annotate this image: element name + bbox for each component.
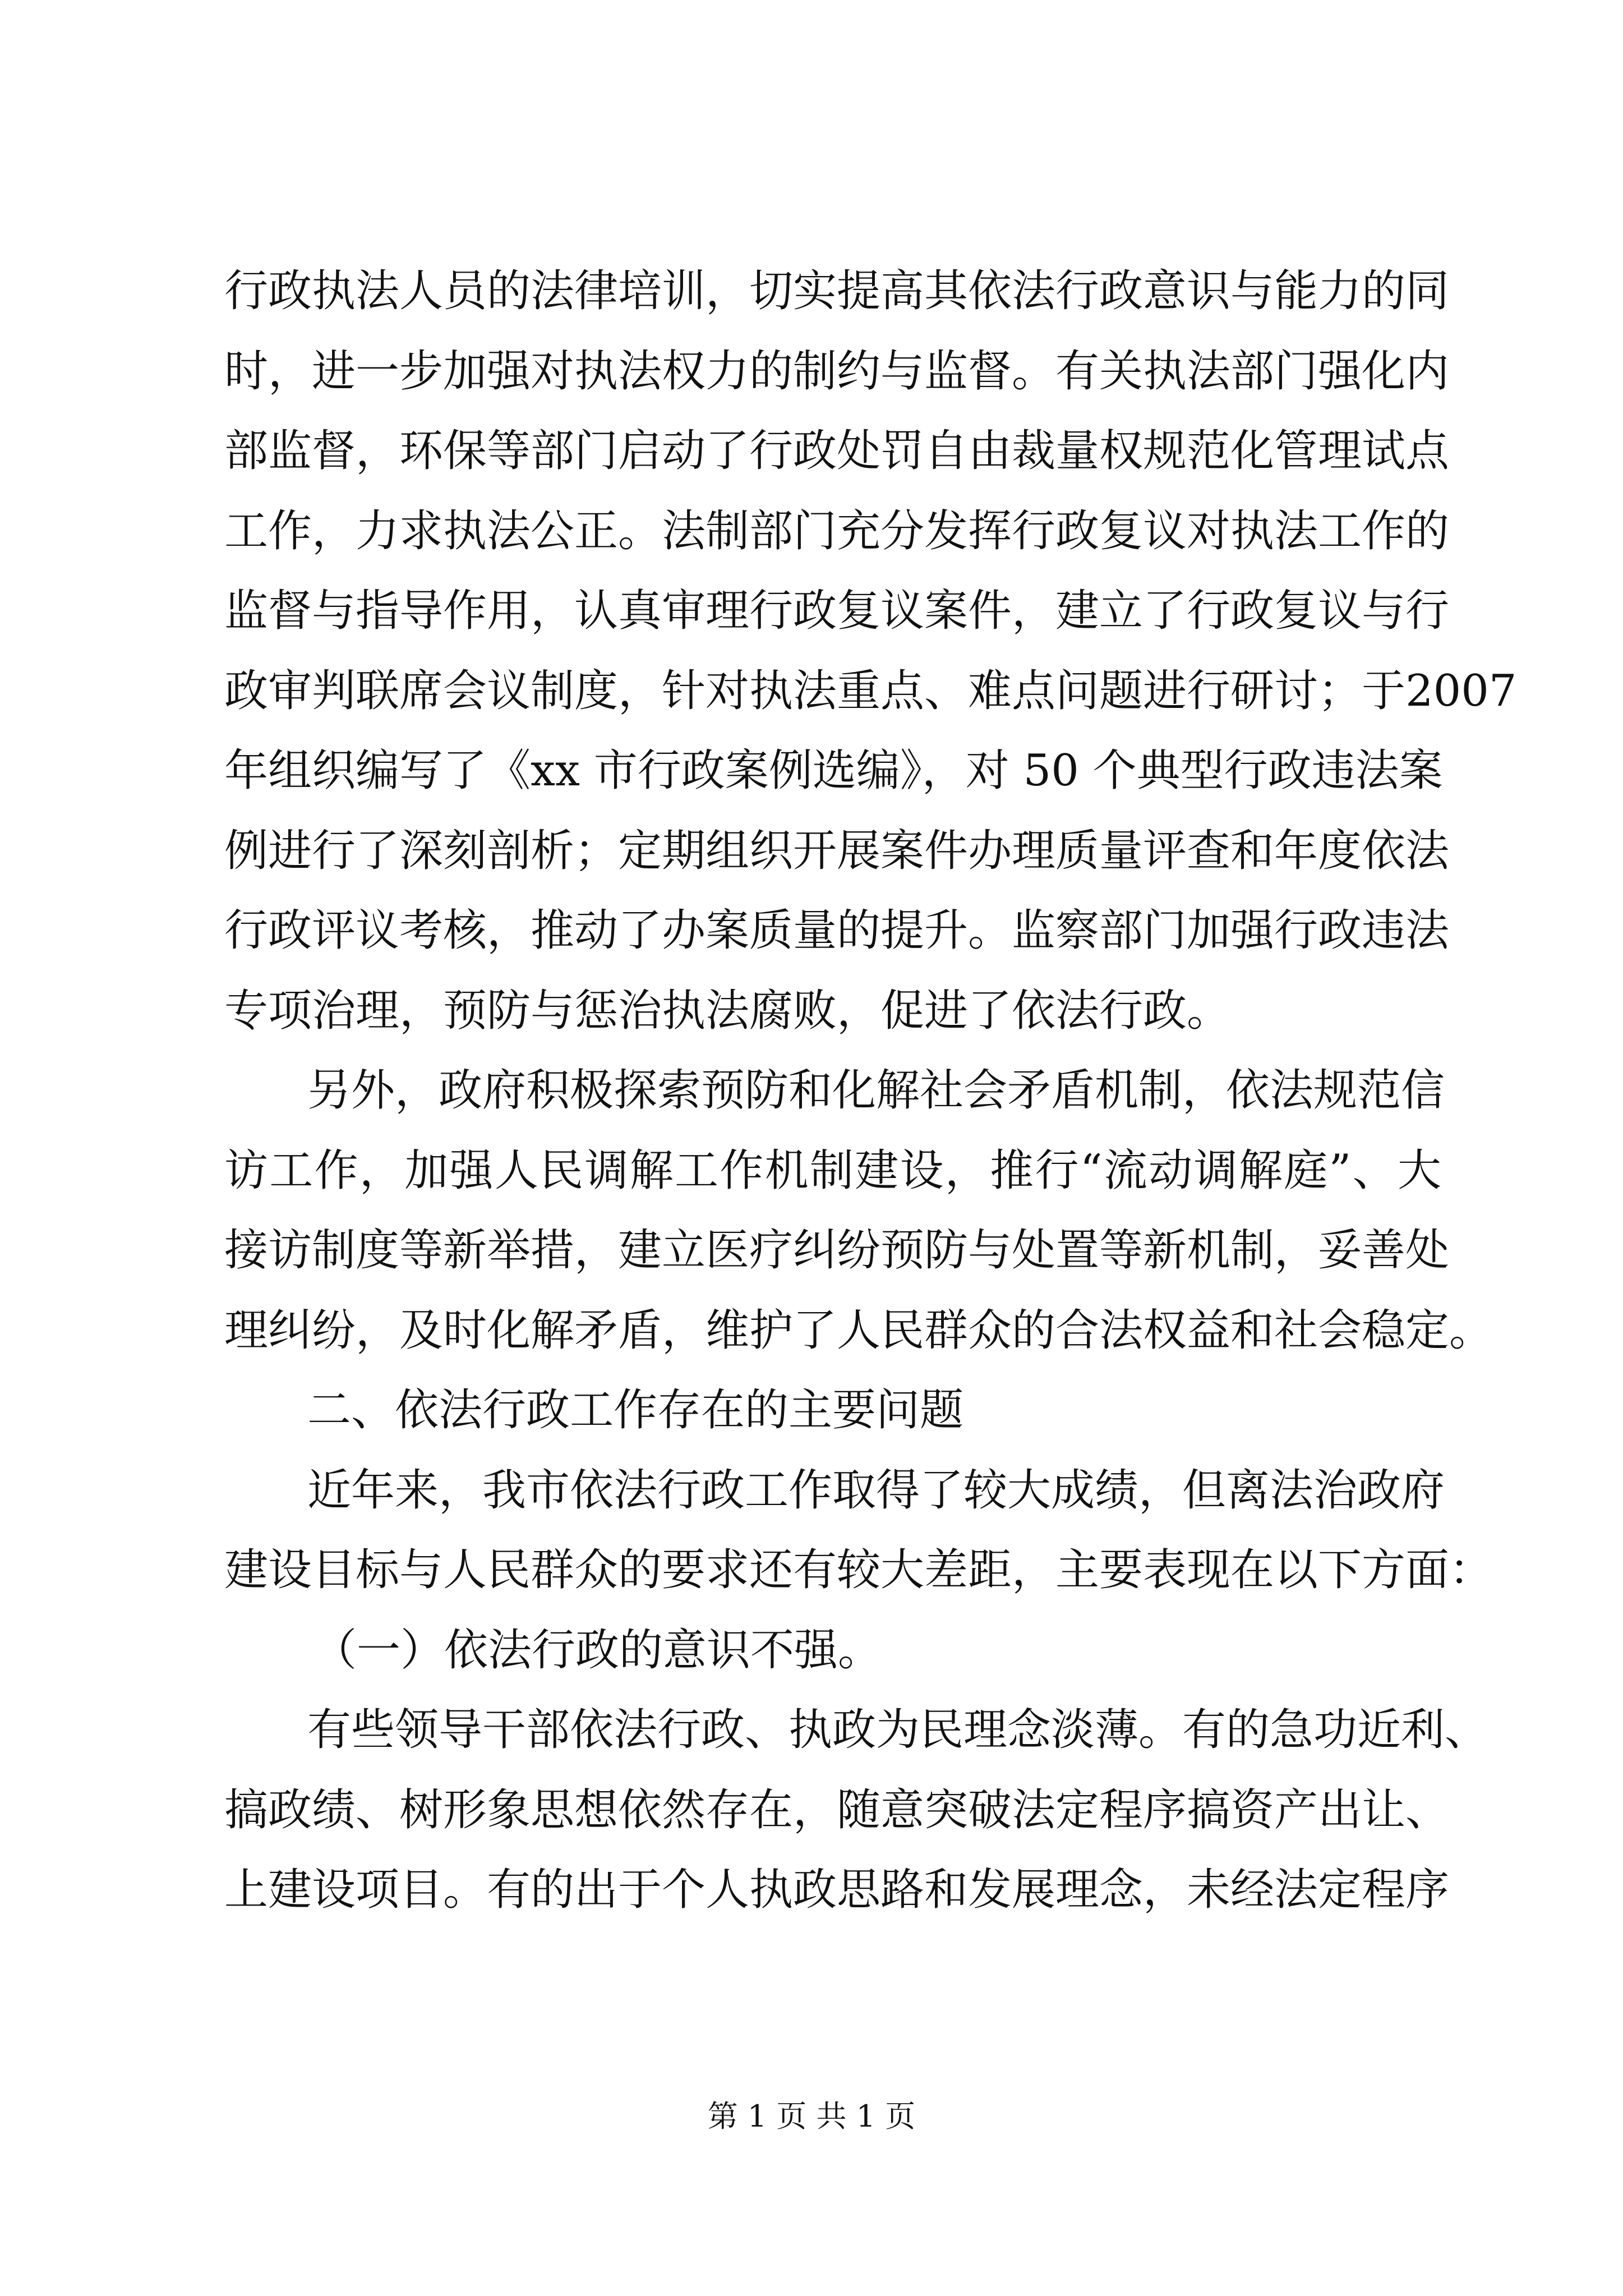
text-line: 政审判联席会议制度，针对执法重点、难点问题进行研讨；于2007	[224, 665, 1517, 716]
text-line: 理纠纷，及时化解矛盾，维护了人民群众的合法权益和社会稳定。	[224, 1305, 1493, 1356]
paragraph-start-line: 近年来，我市依法行政工作取得了较大成绩，但离法治政府	[307, 1465, 1445, 1516]
page-number-footer: 第 1 页 共 1 页	[707, 2099, 916, 2134]
text-line: 专项治理，预防与惩治执法腐败，促进了依法行政。	[224, 985, 1231, 1036]
text-line: 部监督，环保等部门启动了行政处罚自由裁量权规范化管理试点	[224, 426, 1450, 476]
document-body	[224, 251, 1517, 1930]
text-line: 行政执法人员的法律培训，切实提高其依法行政意识与能力的同	[224, 266, 1450, 316]
text-line: 行政评议考核，推动了办案质量的提升。监察部门加强行政违法	[224, 905, 1450, 956]
text-line: 访工作，加强人民调解工作机制建设，推行“流动调解庭”、大	[224, 1145, 1441, 1196]
text-line: 监督与指导作用，认真审理行政复议案件，建立了行政复议与行	[224, 586, 1450, 636]
text-line: 建设目标与人民群众的要求还有较大差距，主要表现在以下方面：	[224, 1545, 1493, 1595]
text-line: 上建设项目。有的出于个人执政思路和发展理念，未经法定程序	[224, 1865, 1450, 1915]
paragraph-start-line: 有些领导干部依法行政、执政为民理念淡薄。有的急功近利、	[307, 1705, 1489, 1755]
text-line: 年组织编写了《xx 市行政案例选编》，对 50 个典型行政违法案	[224, 746, 1443, 796]
text-line: 例进行了深刻剖析；定期组织开展案件办理质量评查和年度依法	[224, 825, 1450, 876]
text-line: 接访制度等新举措，建立医疗纠纷预防与处置等新机制，妥善处	[224, 1225, 1450, 1276]
text-line: 搞政绩、树形象思想依然存在，随意突破法定程序搞资产出让、	[224, 1784, 1450, 1835]
paragraph-start-line: 另外，政府积极探索预防和化解社会矛盾机制，依法规范信	[307, 1065, 1445, 1116]
text-line: 时，进一步加强对执法权力的制约与监督。有关执法部门强化内	[224, 346, 1450, 397]
text-line: 工作，力求执法公正。法制部门充分发挥行政复议对执法工作的	[224, 505, 1450, 556]
subsection-heading: （一）依法行政的意识不强。	[313, 1625, 882, 1676]
section-heading: 二、依法行政工作存在的主要问题	[307, 1385, 964, 1435]
